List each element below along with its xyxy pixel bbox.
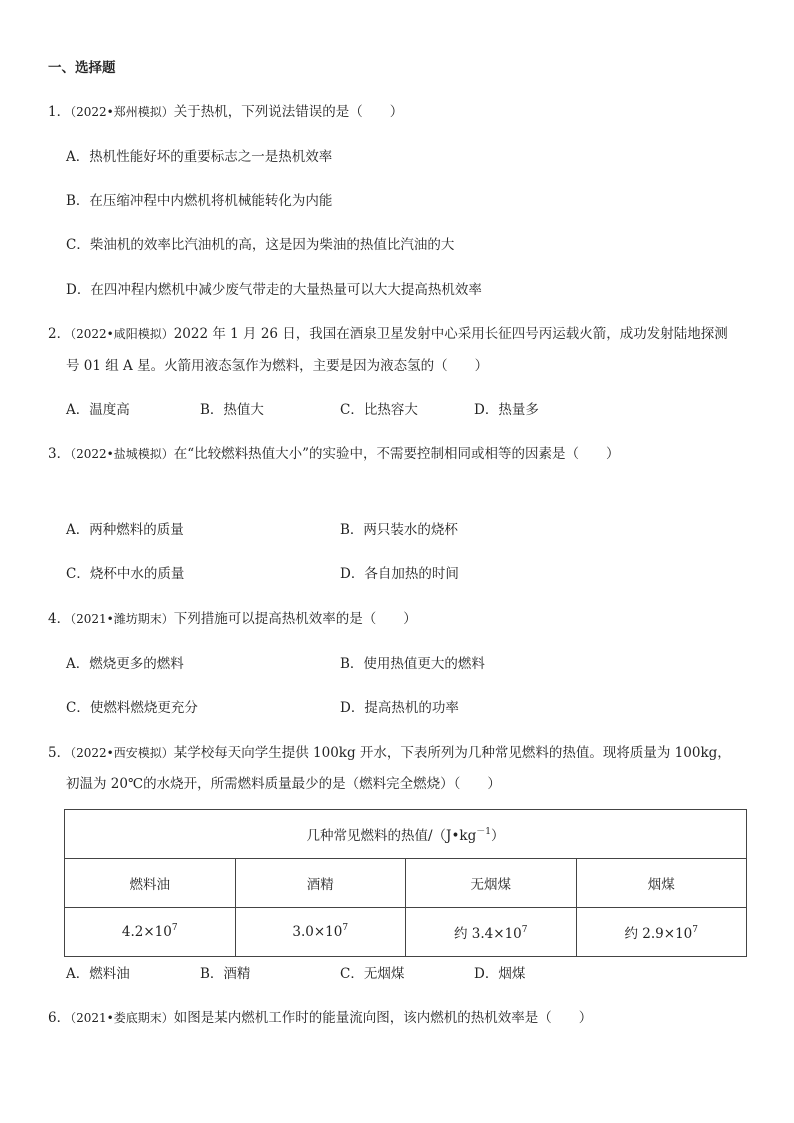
table-cell: 约 $3.4\times 10^7$ — [406, 908, 577, 957]
question-5-stem — [48, 741, 731, 761]
table-header-cell: 燃料油 — [65, 859, 236, 908]
question-1-option-d: D．在四冲程内燃机中减少废气带走的大量热量可以大大提高热机效率 — [66, 282, 482, 298]
question-3-option-d: D．各自加热的时间 — [340, 566, 459, 582]
question-3-stem — [48, 442, 620, 462]
fuel-heat-value-table — [64, 809, 747, 957]
question-1-option-a: A．热机性能好坏的重要标志之一是热机效率 — [66, 149, 333, 165]
table-cell: 约 $2.9\times 10^7$ — [576, 908, 747, 957]
question-3-option-b: B．两只装水的烧杯 — [340, 522, 458, 538]
question-source: （2021•娄底期末） — [70, 1011, 174, 1025]
question-2-option-a: A．温度高 — [66, 402, 130, 418]
question-number: 3． — [48, 446, 71, 462]
question-5-option-d: D．烟煤 — [474, 966, 526, 982]
question-1-option-c: C．柴油机的效率比汽油机的高，这是因为柴油的热值比汽油的大 — [66, 237, 455, 253]
question-4-stem — [48, 607, 417, 627]
table-caption: 几种常见燃料的热值$/(J•kg^{-1})$ — [65, 810, 747, 859]
question-2-option-b: B．热值大 — [200, 402, 264, 418]
question-2-stem-line2: 号 01 组 A 星。火箭用液态氢作为燃料，主要是因为液态氢的（ ） — [66, 358, 489, 374]
question-5-option-c: C．无烟煤 — [340, 966, 405, 982]
question-text-line1: 2022 年 1 月 26 日，我国在酒泉卫星发射中心采用长征四号丙运载火箭，成功发射陆地探测 — [173, 326, 728, 342]
question-6-stem — [48, 1006, 592, 1026]
question-5-option-a: A．燃料油 — [66, 966, 130, 982]
question-text: 下列措施可以提高热机效率的是（ ） — [173, 611, 417, 627]
question-2-option-c: C．比热容大 — [340, 402, 418, 418]
question-source: （2021•潍坊期末） — [70, 612, 174, 626]
caption-exponent: －1 — [476, 827, 491, 837]
table-header-cell: 无烟煤 — [406, 859, 577, 908]
question-source: （2022•西安模拟） — [70, 746, 174, 760]
table-header-cell: 酒精 — [235, 859, 406, 908]
table-caption-row — [65, 810, 747, 859]
question-number: 2． — [48, 326, 71, 342]
question-text: 在“比较燃料热值大小”的实验中，不需要控制相同或相等的因素是（ ） — [173, 446, 620, 462]
question-2-stem — [48, 322, 728, 342]
question-4-option-d: D．提高热机的功率 — [340, 700, 459, 716]
question-number: 5． — [48, 745, 71, 761]
question-source: （2022•咸阳模拟） — [70, 327, 174, 341]
question-4-option-a: A．燃烧更多的燃料 — [66, 656, 184, 672]
table-cell: $3.0\times 10^7$ — [235, 908, 406, 957]
question-number: 1． — [48, 104, 71, 120]
question-text: 关于热机，下列说法错误的是（ ） — [173, 104, 404, 120]
question-source: （2022•郑州模拟） — [70, 105, 174, 119]
table-header-row — [65, 859, 747, 908]
question-3-option-c: C．烧杯中水的质量 — [66, 566, 185, 582]
question-5-stem-line2: 初温为 20℃的水烧开，所需燃料质量最少的是（燃料完全燃烧）（ ） — [66, 776, 501, 792]
question-number: 6． — [48, 1010, 71, 1026]
question-1-option-b: B．在压缩冲程中内燃机将机械能转化为内能 — [66, 193, 333, 209]
question-5-option-b: B．酒精 — [200, 966, 251, 982]
question-4-option-b: B．使用热值更大的燃料 — [340, 656, 485, 672]
table-cell: $4.2\times 10^7$ — [65, 908, 236, 957]
question-number: 4． — [48, 611, 71, 627]
table-row — [65, 908, 747, 957]
question-1-stem — [48, 100, 403, 120]
question-text: 如图是某内燃机工作时的能量流向图，该内燃机的热机效率是（ ） — [173, 1010, 593, 1026]
question-2-option-d: D．热量多 — [474, 402, 539, 418]
section-title: 一、选择题 — [48, 60, 116, 76]
question-3-option-a: A．两种燃料的质量 — [66, 522, 184, 538]
question-4-option-c: C．使燃料燃烧更充分 — [66, 700, 198, 716]
question-text-line1: 某学校每天向学生提供 100kg 开水，下表所列为几种常见燃料的热值。现将质量为 100kg， — [173, 745, 731, 761]
table-header-cell: 烟煤 — [576, 859, 747, 908]
question-source: （2022•盐城模拟） — [70, 447, 174, 461]
